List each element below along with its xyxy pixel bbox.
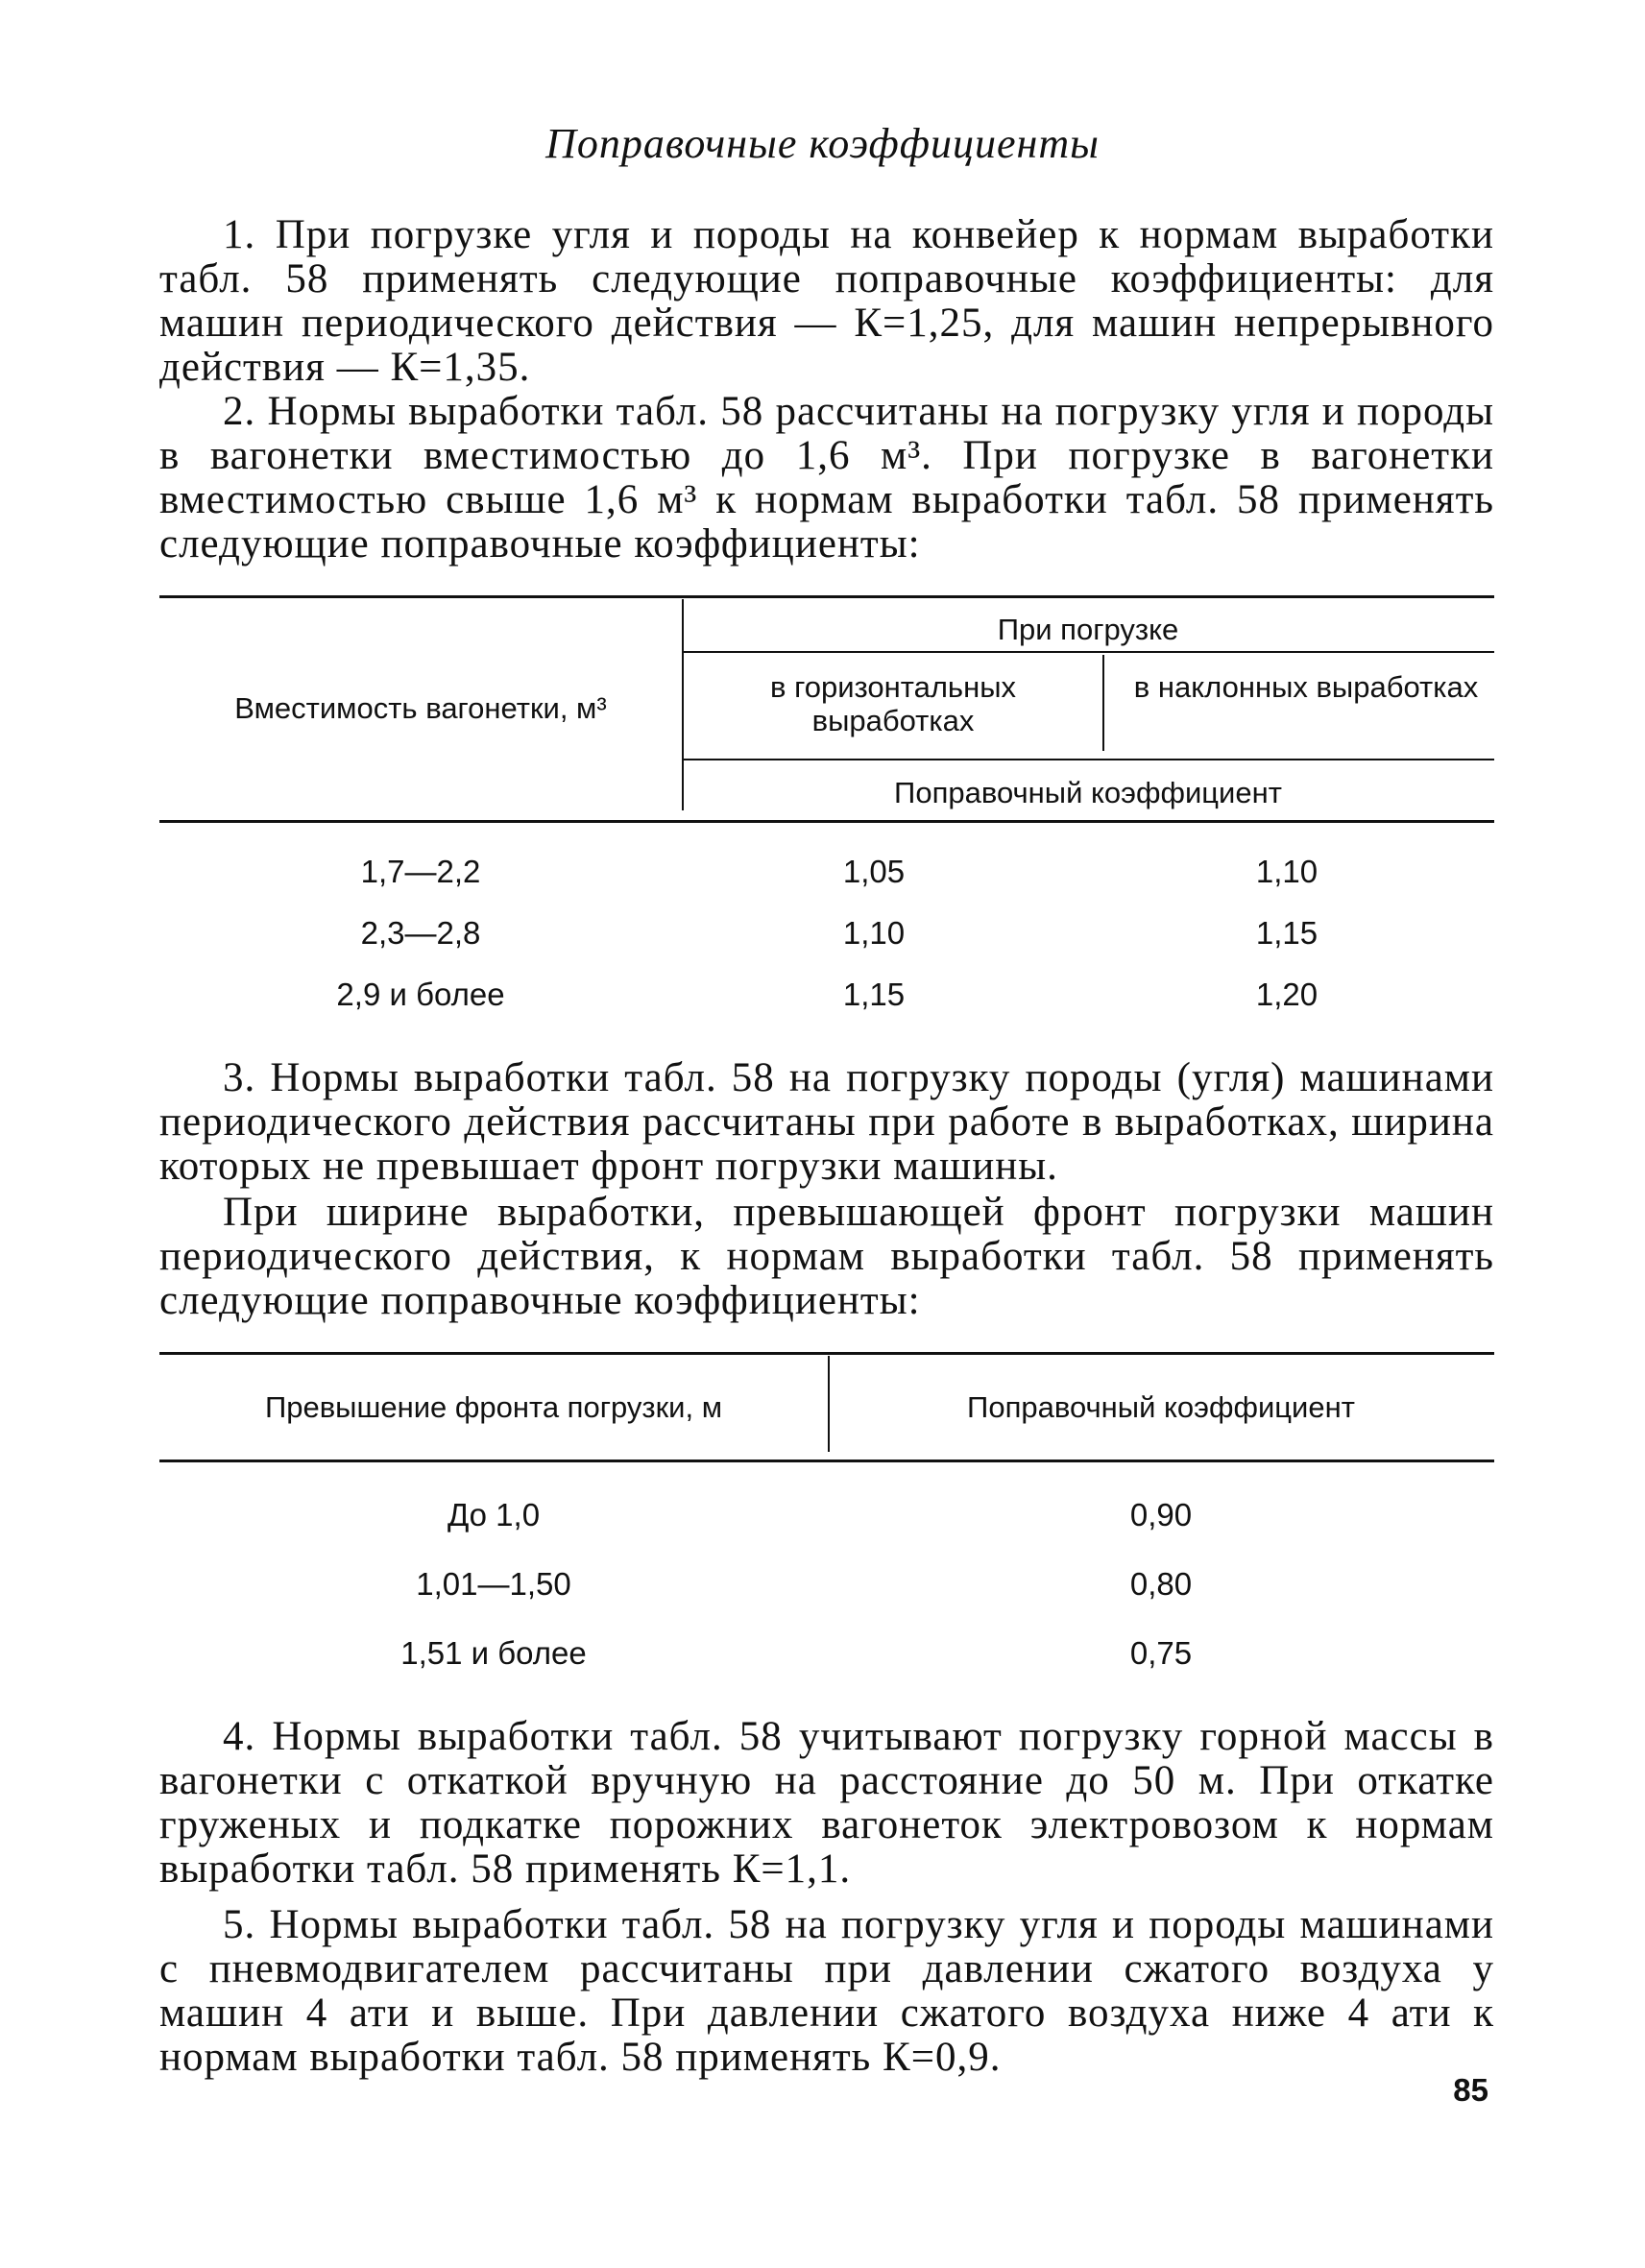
paragraph-1: 1. При погрузке угля и породы на конвейер к нормам выработки табл. 58 применять следующие поправочные коэффициенты: для машин периодического действия — К=1,25, для машин непрерывного действия — К=1,35. xyxy=(159,212,1494,390)
table2-cell: 0,75 xyxy=(1129,1635,1193,1671)
table2-cell: 0,80 xyxy=(1129,1566,1193,1602)
table1-header-bottom-rule xyxy=(159,820,1494,823)
table2-cell: 0,90 xyxy=(1129,1497,1193,1532)
table1-cell: 1,15 xyxy=(842,977,906,1012)
table2-col-excess: Превышение фронта погрузки, м xyxy=(264,1390,723,1424)
table1-cell: 1,05 xyxy=(842,854,906,889)
table1-col-horizontal: в горизонтальных выработках xyxy=(770,670,1016,737)
table2-cell: 1,01—1,50 xyxy=(416,1566,571,1602)
table2-top-rule xyxy=(159,1352,1494,1355)
table2-cell: 1,51 и более xyxy=(400,1635,587,1671)
section-title: Поправочные коэффициенты xyxy=(545,120,1100,167)
table2-cell: До 1,0 xyxy=(447,1497,541,1532)
table1-top-rule xyxy=(159,595,1494,598)
paragraph-3b: При ширине выработки, превышающей фронт погрузки машин периодического действия, к нормам выработки табл. 58 применять следующие поправочные коэффициенты: xyxy=(159,1190,1494,1323)
table1-group-rule xyxy=(682,651,1494,653)
table2-col-coef: Поправочный коэффициент xyxy=(967,1390,1355,1424)
paragraph-5: 5. Нормы выработки табл. 58 на погрузку угля и породы машинами с пневмодвигателем рассчитаны при давлении сжатого воздуха у машин 4 ати и выше. При давлении сжатого воздуха ниже 4 ати к нормам выработки табл. 58 применять К=0,9. xyxy=(159,1902,1494,2080)
paragraph-2: 2. Нормы выработки табл. 58 рассчитаны на погрузку угля и породы в вагонетки вместимостью до 1,6 м³. При погрузке в вагонетки вместимостью свыше 1,6 м³ к нормам выработки табл. 58 применять следующие поправочные коэффициенты: xyxy=(159,389,1494,567)
table1-cell: 2,9 и более xyxy=(336,977,505,1012)
table1-cell: 1,7—2,2 xyxy=(360,854,481,889)
table1-cell: 2,3—2,8 xyxy=(360,915,481,951)
paragraph-4: 4. Нормы выработки табл. 58 учитывают погрузку горной массы в вагонетки с откаткой вручную на расстояние до 50 м. При откатке груженых и подкатке порожних вагонеток электровозом к нормам выработки табл. 58 применять К=1,1. xyxy=(159,1714,1494,1892)
page-number: 85 xyxy=(1453,2072,1488,2108)
table1-cell: 1,20 xyxy=(1255,977,1318,1012)
table2-header-bottom-rule xyxy=(159,1460,1494,1462)
table1-cell: 1,15 xyxy=(1255,915,1318,951)
table1-subcolumn-divider xyxy=(1102,655,1104,751)
table1-subheader-rule xyxy=(682,759,1494,760)
table1-col-capacity: Вместимость вагонетки, м³ xyxy=(234,691,607,725)
table1-group-header: При погрузке xyxy=(997,613,1179,646)
table1-cell: 1,10 xyxy=(1255,854,1318,889)
table1-cell: 1,10 xyxy=(842,915,906,951)
table1-col-inclined: в наклонных выработках xyxy=(1133,670,1479,704)
paragraph-3: 3. Нормы выработки табл. 58 на погрузку породы (угля) машинами периодического действия рассчитаны при работе в выработках, ширина которых не превышает фронт погрузки машины. xyxy=(159,1055,1494,1189)
table1-sub-header: Поправочный коэффициент xyxy=(894,776,1282,809)
